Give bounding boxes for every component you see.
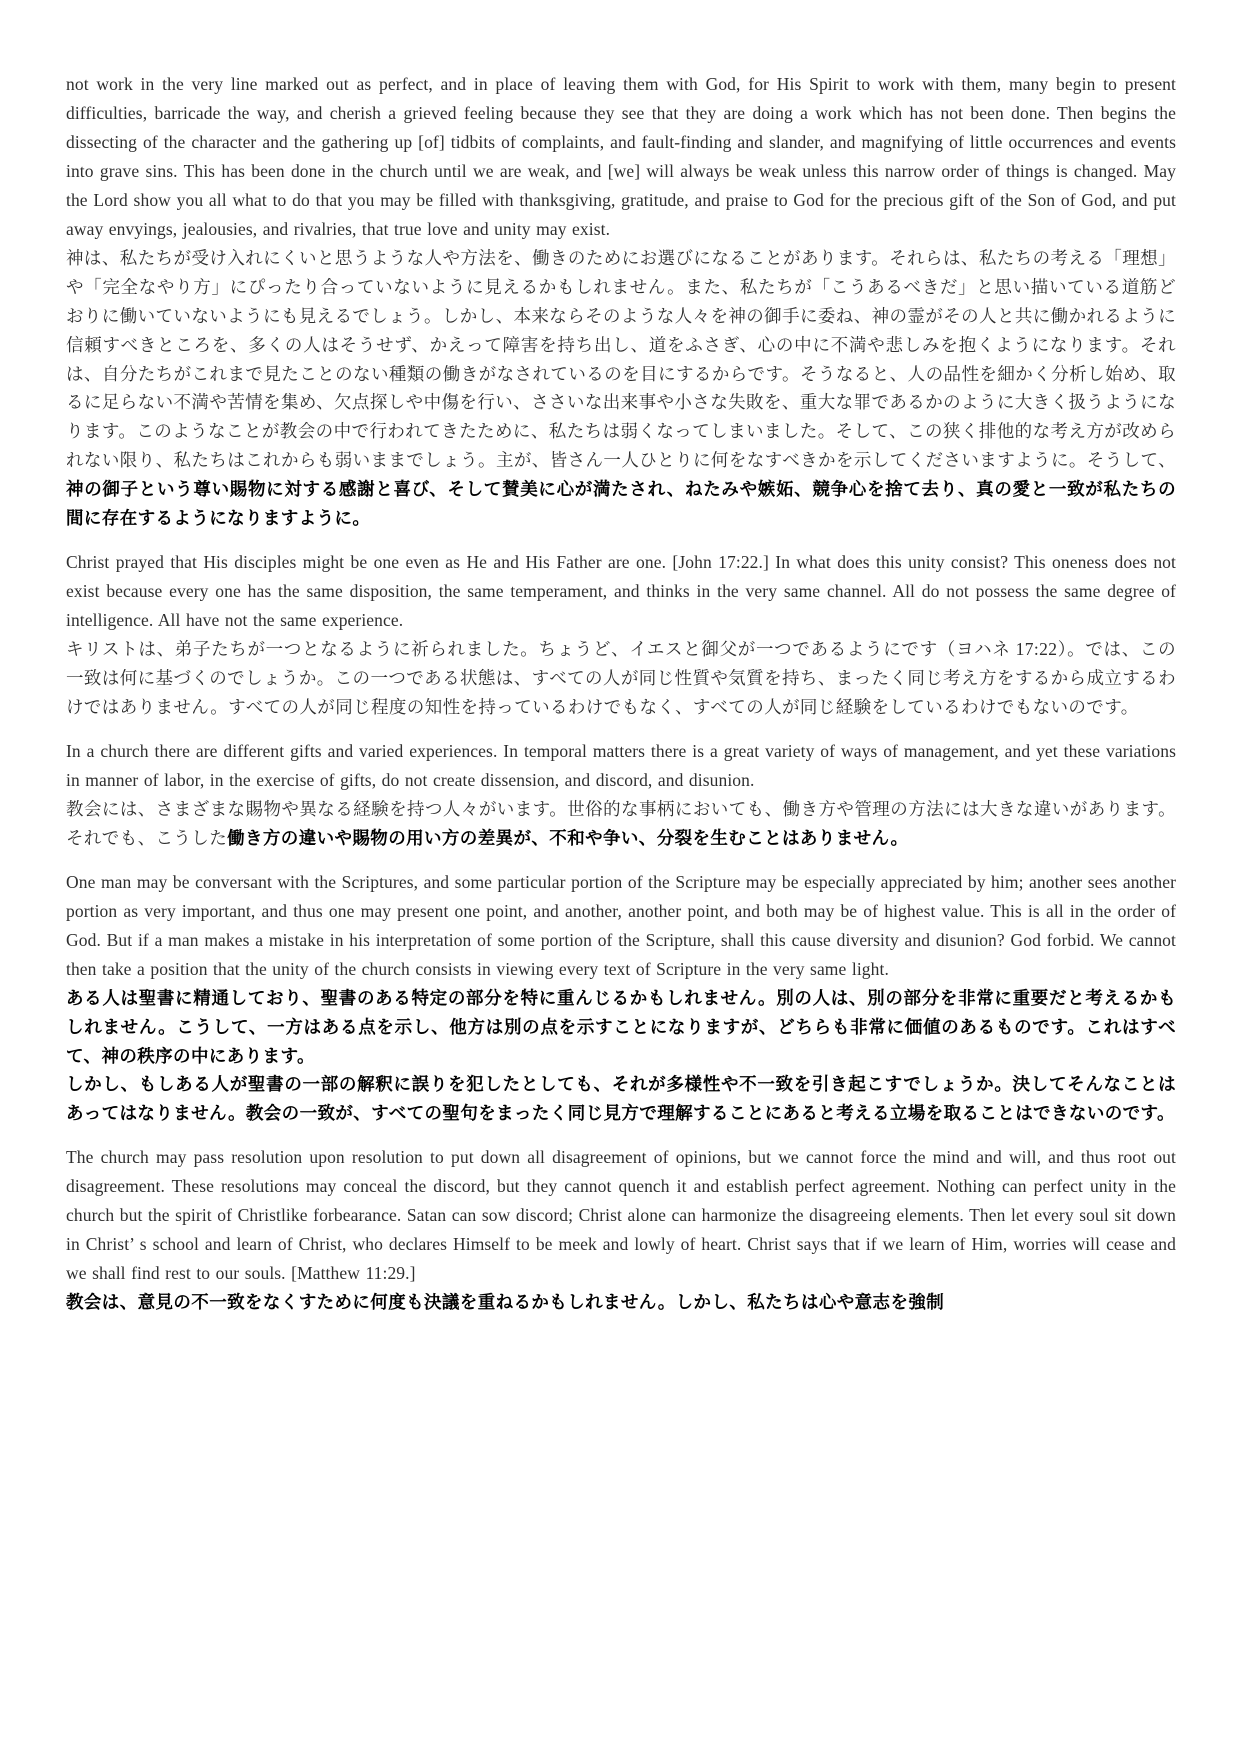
paragraph-en-5 [66,1143,1176,1288]
paragraph-ja-1 [66,244,1176,534]
paragraph-en-4-text: One man may be conversant with the Scriptures, and some particular portion of the Scripture may be especially appreciated by him; another sees another portion as very important, and thus one may present one point, and another, another point, and both may be of highest value. This is all in the order of God. But if a man makes a mistake in his interpretation of some portion of the Scripture, shall this cause diversity and disunion? God forbid. We cannot then take a position that the unity of the church consists in viewing every text of Scripture in the very same light. [66,871,1176,979]
paragraph-en-2 [66,548,1176,635]
paragraph-ja-4a [66,984,1176,1071]
translation-block-3 [66,737,1176,853]
translation-block-2 [66,548,1176,722]
paragraph-en-4 [66,868,1176,984]
paragraph-ja-4b-tail: のです。 [1104,1103,1175,1124]
translation-block-5 [66,1143,1176,1317]
paragraph-en-3-text: In a church there are different gifts and varied experiences. In temporal matters there is a great variety of ways of management, and yet these variations in manner of labor, in the exercise of gifts, do not create dissension, and discord, and disunion. [66,740,1176,790]
translation-block-1 [66,70,1176,533]
paragraph-ja-5-bold: 教会は、意見の不一致をなくすために何度も決議を重ねるかもしれません。しかし、私たちは心や意志を強制 [66,1292,945,1313]
paragraph-ja-2 [66,635,1176,722]
paragraph-ja-3-regular: 教会には、さまざまな賜物や異なる経験を持つ人々がいます。世俗的な事柄においても、働き方や管理の方法には大きな違いがあります。それでも、こうした [66,798,1176,848]
paragraph-en-5-text: The church may pass resolution upon resolution to put down all disagreement of opinions, but we cannot force the mind and will, and thus root out disagreement. These resolutions may conceal the discord, but they cannot quench it and establish perfect agreement. Nothing can perfect unity in the church but the spirit of Christlike forbearance. Satan can sow discord; Christ alone can harmonize the disagreeing elements. Then let every soul sit down in Christ’ s school and learn of Christ, who declares Himself to be meek and lowly of heart. Christ says that if we learn of Him, worries will cease and we shall find rest to our souls. [Matthew 11:29.] [66,1147,1176,1284]
paragraph-ja-1-regular: 神は、私たちが受け入れにくいと思うような人や方法を、働きのためにお選びになることがあります。それらは、私たちの考える「理想」や「完全なやり方」にぴったり合っていないように見えるかもしれません。また、私たちが「こうあるべきだ」と思い描いている道筋どおりに働いていないようにも見えるでしょう。しかし、本来ならそのような人々を神の御手に委ね、神の霊がその人と共に働かれるように信頼すべきところを、多くの人はそうせず、かえって障害を持ち出し、道をふさぎ、心の中に不満や悲しみを抱くようになります。それは、自分たちがこれまで見たことのない種類の働きがなされているのを目にするからです。そうなると、人の品性を細かく分析し始め、取るに足らない不満や苦情を集め、欠点探しや中傷を行い、ささいな出来事や小さな失敗を、重大な罪であるかのように大きく扱うようになります。このようなことが教会の中で行われてきたために、私たちは弱くなってしまいました。そして、この狭く排他的な考え方が改められない限り、私たちはこれからも弱いままでしょう。主が、皆さん一人ひとりに何をなすべきかを示してくださいますように。そうして、 [66,247,1176,471]
paragraph-ja-4b-red-emphasis: 教会の一致が、すべての聖句をまったく同じ見方で理解することにあると考える立場を取ることはできない [245,1103,1105,1124]
paragraph-ja-4b-bold: しかし、もしある人が聖書の一部の解釈に誤りを犯したとしても、それが多様性や不一致を引き起こすでしょうか。決してそんなことはあってはなりません。 [66,1074,1176,1124]
paragraph-ja-4a-bold: ある人は聖書に精通しており、聖書のある特定の部分を特に重んじるかもしれません。別の人は、別の部分を非常に重要だと考えるかもしれません。こうして、一方はある点を示し、他方は別の点を示すことになりますが、どちらも非常に価値のあるものです。これはすべて、神の秩序の中にあります。 [66,987,1176,1066]
paragraph-ja-1-bold: 神の御子という尊い賜物に対する感謝と喜び、そして賛美に心が満たされ、ねたみや嫉妬、競争心を捨て去り、真の愛と一致が私たちの間に存在するようになりますように。 [66,479,1176,529]
paragraph-en-1 [66,70,1176,244]
paragraph-ja-2-regular: キリストは、弟子たちが一つとなるように祈られました。ちょうど、イエスと御父が一つであるようにです（ヨハネ 17:22）。では、この一致は何に基づくのでしょうか。この一つである状態は、すべての人が同じ性質や気質を持ち、まったく同じ考え方をするから成立するわけではありません。すべての人が同じ程度の知性を持っているわけでもなく、すべての人が同じ経験をしているわけでもないのです。 [66,639,1176,718]
paragraph-en-2-text: Christ prayed that His disciples might be one even as He and His Father are one. [John 17:22.] In what does this unity consist? This oneness does not exist because every one has the same disposition, the same temperament, and thinks in the very same channel. All do not possess the same degree of intelligence. All have not the same experience. [66,552,1176,631]
paragraph-en-1-text: not work in the very line marked out as perfect, and in place of leaving them with God, for His Spirit to work with them, many begin to present difficulties, barricade the way, and cherish a grieved feeling because they see that they are doing a work which has not been done. Then begins the dissecting of the character and the gathering up [of] tidbits of complaints, and fault-finding and slander, and magnifying of little occurrences and events into grave sins. This has been done in the church until we are weak, and [we] will always be weak unless this narrow order of things is changed. May the Lord show you all what to do that you may be filled with thanksgiving, gratitude, and praise to God for the precious gift of the Son of God, and put away envyings, jealousies, and rivalries, that true love and unity may exist. [66,74,1176,239]
paragraph-en-3 [66,737,1176,795]
paragraph-ja-4b [66,1070,1176,1128]
translation-block-4 [66,868,1176,1129]
paragraph-ja-3 [66,795,1176,853]
paragraph-ja-5 [66,1288,1176,1317]
paragraph-ja-3-bold: 働き方の違いや賜物の用い方の差異が、不和や争い、分裂を生むことはありません。 [227,827,909,848]
